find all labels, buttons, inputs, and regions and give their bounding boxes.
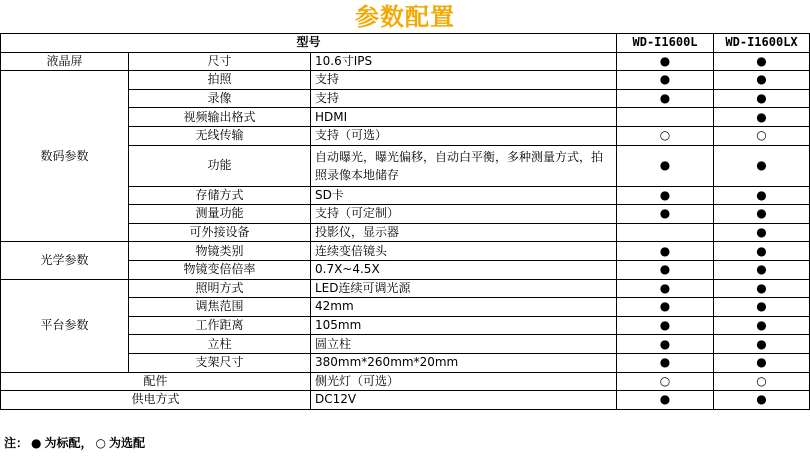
spec-value: 支持 <box>311 71 617 90</box>
item-label: 可外接设备 <box>129 223 311 242</box>
lx-status: ● <box>714 242 810 261</box>
spec-value: 105mm <box>311 316 617 335</box>
table-row <box>1 372 810 391</box>
lx-status: ● <box>714 186 810 205</box>
model-label: 型号 <box>1 34 617 53</box>
spec-value: HDMI <box>311 108 617 127</box>
filled-dot-icon: ● <box>31 436 42 450</box>
group-label: 配件 <box>1 372 311 391</box>
lx-status: ● <box>714 89 810 108</box>
lx-status: ● <box>714 223 810 242</box>
item-label: 测量功能 <box>129 205 311 224</box>
group-label: 光学参数 <box>1 242 129 279</box>
model-l-header: WD-I1600L <box>617 34 714 53</box>
l-status: ● <box>617 52 714 71</box>
legend-note <box>0 433 810 453</box>
note-prefix: 注： <box>4 436 29 450</box>
l-status: ● <box>617 242 714 261</box>
note-standard-text: 为标配， <box>44 436 93 450</box>
item-label: 物镜类别 <box>129 242 311 261</box>
model-lx-header: WD-I1600LX <box>714 34 810 53</box>
item-label: 立柱 <box>129 335 311 354</box>
l-status: ● <box>617 316 714 335</box>
table-row <box>1 71 810 90</box>
table-row <box>1 391 810 410</box>
lx-status: ● <box>714 260 810 279</box>
spec-value: 圆立柱 <box>311 335 617 354</box>
lx-status: ● <box>714 108 810 127</box>
lx-status: ● <box>714 298 810 317</box>
item-label: 调焦范围 <box>129 298 311 317</box>
spec-value: DC12V <box>311 391 617 410</box>
spec-value: 42mm <box>311 298 617 317</box>
spec-value: 支持（可选） <box>311 126 617 145</box>
item-label: 存储方式 <box>129 186 311 205</box>
lx-status: ● <box>714 316 810 335</box>
item-label: 工作距离 <box>129 316 311 335</box>
item-label: 功能 <box>129 145 311 186</box>
hollow-dot-icon: ○ <box>95 436 106 450</box>
l-status: ● <box>617 391 714 410</box>
l-status: ● <box>617 353 714 372</box>
spec-value: 支持（可定制） <box>311 205 617 224</box>
lx-status: ○ <box>714 126 810 145</box>
group-label: 液晶屏 <box>1 52 129 71</box>
table-row <box>1 242 810 261</box>
spec-value: 自动曝光，曝光偏移，自动白平衡，多种测量方式，拍照录像本地储存 <box>311 145 617 186</box>
lx-status: ● <box>714 145 810 186</box>
l-status: ● <box>617 335 714 354</box>
item-label: 拍照 <box>129 71 311 90</box>
spec-value: LED连续可调光源 <box>311 279 617 298</box>
lx-status: ● <box>714 205 810 224</box>
l-status: ● <box>617 145 714 186</box>
l-status: ● <box>617 71 714 90</box>
lx-status: ● <box>714 335 810 354</box>
item-label: 支架尺寸 <box>129 353 311 372</box>
spec-value: 10.6寸IPS <box>311 52 617 71</box>
l-status <box>617 108 714 127</box>
lx-status: ● <box>714 391 810 410</box>
lx-status: ● <box>714 52 810 71</box>
l-status: ● <box>617 205 714 224</box>
spec-value: 380mm*260mm*20mm <box>311 353 617 372</box>
item-label: 无线传输 <box>129 126 311 145</box>
lx-status: ● <box>714 71 810 90</box>
item-label: 物镜变倍倍率 <box>129 260 311 279</box>
lx-status: ● <box>714 279 810 298</box>
spec-value: SD卡 <box>311 186 617 205</box>
lx-status: ● <box>714 353 810 372</box>
item-label: 视频输出格式 <box>129 108 311 127</box>
l-status: ○ <box>617 372 714 391</box>
spec-value: 连续变倍镜头 <box>311 242 617 261</box>
spec-value: 0.7X~4.5X <box>311 260 617 279</box>
spec-value: 侧光灯（可选） <box>311 372 617 391</box>
item-label: 录像 <box>129 89 311 108</box>
lx-status: ○ <box>714 372 810 391</box>
l-status: ○ <box>617 126 714 145</box>
group-label: 数码参数 <box>1 71 129 242</box>
spec-value: 投影仪，显示器 <box>311 223 617 242</box>
item-label: 照明方式 <box>129 279 311 298</box>
l-status: ● <box>617 260 714 279</box>
table-row <box>1 279 810 298</box>
note-optional-text: 为选配 <box>109 436 146 450</box>
spec-table <box>0 33 810 410</box>
item-label: 尺寸 <box>129 52 311 71</box>
group-label: 供电方式 <box>1 391 311 410</box>
table-header-row <box>1 34 810 53</box>
l-status: ● <box>617 89 714 108</box>
table-row <box>1 52 810 71</box>
l-status <box>617 223 714 242</box>
spec-value: 支持 <box>311 89 617 108</box>
page-title: 参数配置 <box>355 2 455 31</box>
l-status: ● <box>617 279 714 298</box>
l-status: ● <box>617 186 714 205</box>
l-status: ● <box>617 298 714 317</box>
group-label: 平台参数 <box>1 279 129 372</box>
